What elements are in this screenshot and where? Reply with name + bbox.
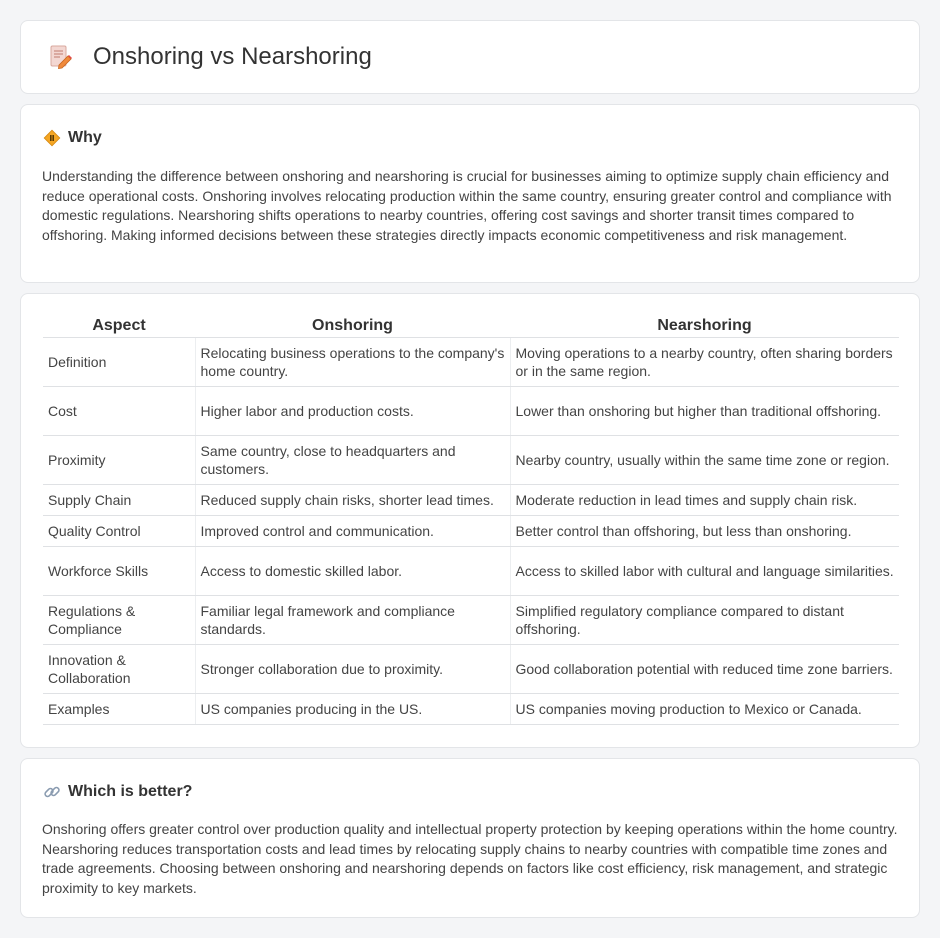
header-nearshoring: Nearshoring bbox=[510, 316, 899, 337]
cell-aspect: Definition bbox=[43, 337, 195, 386]
why-card bbox=[20, 104, 920, 283]
comparison-table bbox=[43, 316, 899, 725]
cell-aspect: Innovation & Collaboration bbox=[43, 644, 195, 693]
table-header-row bbox=[43, 316, 899, 337]
cell-onshoring: Improved control and communication. bbox=[195, 515, 510, 546]
title-card bbox=[20, 20, 920, 94]
table-row bbox=[43, 644, 899, 693]
cell-onshoring: Same country, close to headquarters and customers. bbox=[195, 435, 510, 484]
cell-aspect: Cost bbox=[43, 386, 195, 435]
diamond-road-sign-icon bbox=[42, 128, 62, 148]
table-row bbox=[43, 386, 899, 435]
cell-aspect: Workforce Skills bbox=[43, 546, 195, 595]
table-row bbox=[43, 484, 899, 515]
table-row bbox=[43, 515, 899, 546]
document-pencil-icon bbox=[45, 42, 75, 72]
cell-onshoring: Relocating business operations to the company's home country. bbox=[195, 337, 510, 386]
cell-aspect: Examples bbox=[43, 693, 195, 724]
header-aspect: Aspect bbox=[43, 316, 195, 337]
cell-nearshoring: US companies moving production to Mexico or Canada. bbox=[510, 693, 899, 724]
header-onshoring: Onshoring bbox=[195, 316, 510, 337]
cell-aspect: Quality Control bbox=[43, 515, 195, 546]
which-better-card bbox=[20, 758, 920, 918]
cell-onshoring: Access to domestic skilled labor. bbox=[195, 546, 510, 595]
cell-aspect: Supply Chain bbox=[43, 484, 195, 515]
cell-nearshoring: Lower than onshoring but higher than traditional offshoring. bbox=[510, 386, 899, 435]
table-row bbox=[43, 546, 899, 595]
page-title: Onshoring vs Nearshoring bbox=[93, 43, 372, 70]
cell-onshoring: Familiar legal framework and compliance standards. bbox=[195, 595, 510, 644]
cell-nearshoring: Good collaboration potential with reduced time zone barriers. bbox=[510, 644, 899, 693]
cell-nearshoring: Better control than offshoring, but less than onshoring. bbox=[510, 515, 899, 546]
cell-nearshoring: Simplified regulatory compliance compared to distant offshoring. bbox=[510, 595, 899, 644]
comparison-card bbox=[20, 293, 920, 748]
which-better-heading: Which is better? bbox=[68, 783, 193, 800]
table-row bbox=[43, 693, 899, 724]
table-row bbox=[43, 337, 899, 386]
cell-aspect: Proximity bbox=[43, 435, 195, 484]
cell-onshoring: US companies producing in the US. bbox=[195, 693, 510, 724]
why-heading: Why bbox=[68, 129, 102, 146]
table-row bbox=[43, 595, 899, 644]
cell-nearshoring: Nearby country, usually within the same time zone or region. bbox=[510, 435, 899, 484]
which-better-text: Onshoring offers greater control over production quality and intellectual property protection by keeping operations within the home country. Nearshoring reduces transportation costs and lead times by relocating supply chains to nearby countries with compatible time zones and trade agreements. Choosing between onshoring and nearshoring depends on factors like cost efficiency, risk management, and strategic proximity to key markets. bbox=[42, 821, 898, 896]
cell-onshoring: Higher labor and production costs. bbox=[195, 386, 510, 435]
why-text: Understanding the difference between onshoring and nearshoring is crucial for businesses aiming to optimize supply chain efficiency and reduce operational costs. Onshoring involves relocating production within the same country, ensuring greater control and compliance with domestic regulations. Nearshoring shifts operations to nearby countries, offering cost savings and shorter transit times compared to offshoring. Making informed decisions between these strategies directly impacts economic competitiveness and risk management. bbox=[42, 168, 892, 243]
cell-onshoring: Reduced supply chain risks, shorter lead times. bbox=[195, 484, 510, 515]
table-row bbox=[43, 435, 899, 484]
link-icon bbox=[42, 782, 62, 802]
cell-nearshoring: Moderate reduction in lead times and supply chain risk. bbox=[510, 484, 899, 515]
cell-onshoring: Stronger collaboration due to proximity. bbox=[195, 644, 510, 693]
cell-aspect: Regulations & Compliance bbox=[43, 595, 195, 644]
cell-nearshoring: Moving operations to a nearby country, often sharing borders or in the same region. bbox=[510, 337, 899, 386]
cell-nearshoring: Access to skilled labor with cultural and language similarities. bbox=[510, 546, 899, 595]
